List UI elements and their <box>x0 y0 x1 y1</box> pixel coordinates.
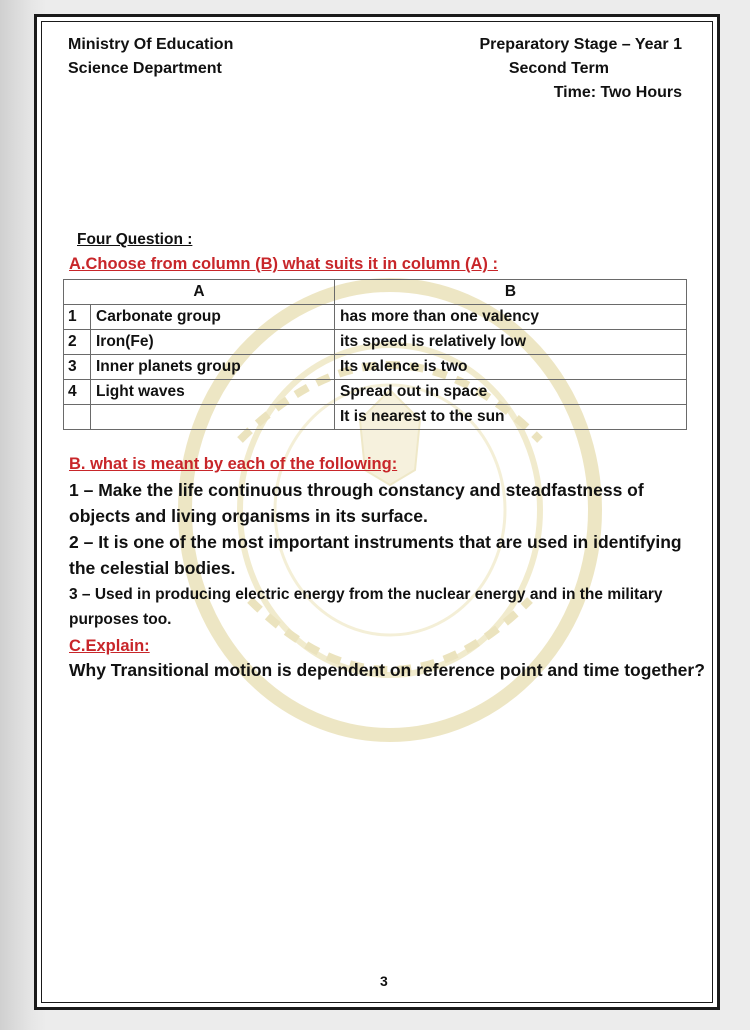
section-a-title: A.Choose from column (B) what suits it in column (A) : <box>69 255 498 273</box>
column-b-cell: Its valence is two <box>335 355 687 380</box>
column-b-cell: has more than one valency <box>335 305 687 330</box>
definition-item-2: 2 – It is one of the most important instruments that are used in identifying the celestial bodies. <box>69 532 682 578</box>
term-label: Second Term <box>508 60 609 77</box>
table-row <box>64 380 687 405</box>
explain-question: Why Transitional motion is dependent on reference point and time together? <box>69 660 705 680</box>
section-c-title: C.Explain: <box>69 637 150 655</box>
table-row <box>64 330 687 355</box>
column-a-cell: Inner planets group <box>91 355 335 380</box>
row-number: 2 <box>64 330 91 355</box>
question-title: Four Question : <box>77 231 193 248</box>
definition-item-3: 3 – Used in producing electric energy from the nuclear energy and in the military purposes too. <box>69 586 663 628</box>
header-left <box>68 33 233 81</box>
stage-label: Preparatory Stage – Year 1 <box>479 36 682 53</box>
column-a-cell: Carbonate group <box>91 305 335 330</box>
definition-item-1: 1 – Make the life continuous through constancy and steadfastness of objects and living organisms in its surface. <box>69 480 644 526</box>
row-number: 1 <box>64 305 91 330</box>
column-a-cell: Iron(Fe) <box>91 330 335 355</box>
column-a-cell <box>91 405 335 430</box>
time-label: Time: Two Hours <box>553 84 682 101</box>
row-number: 4 <box>64 380 91 405</box>
header-right <box>480 33 683 105</box>
column-b-cell: Spread out in space <box>335 380 687 405</box>
table-row <box>64 405 687 430</box>
table-row <box>64 305 687 330</box>
column-b-cell: its speed is relatively low <box>335 330 687 355</box>
row-number: 3 <box>64 355 91 380</box>
ministry-name: Ministry Of Education <box>68 36 234 53</box>
column-b-cell: It is nearest to the sun <box>335 405 687 430</box>
section-b-title: B. what is meant by each of the following: <box>69 455 398 473</box>
page-number: 3 <box>380 973 388 989</box>
row-number <box>64 405 91 430</box>
table-header-row <box>64 280 687 305</box>
department-name: Science Department <box>68 60 222 77</box>
column-a-cell: Light waves <box>91 380 335 405</box>
table-row <box>64 355 687 380</box>
column-b-header: B <box>335 280 687 305</box>
matching-table <box>63 279 687 430</box>
column-a-header: A <box>64 280 335 305</box>
